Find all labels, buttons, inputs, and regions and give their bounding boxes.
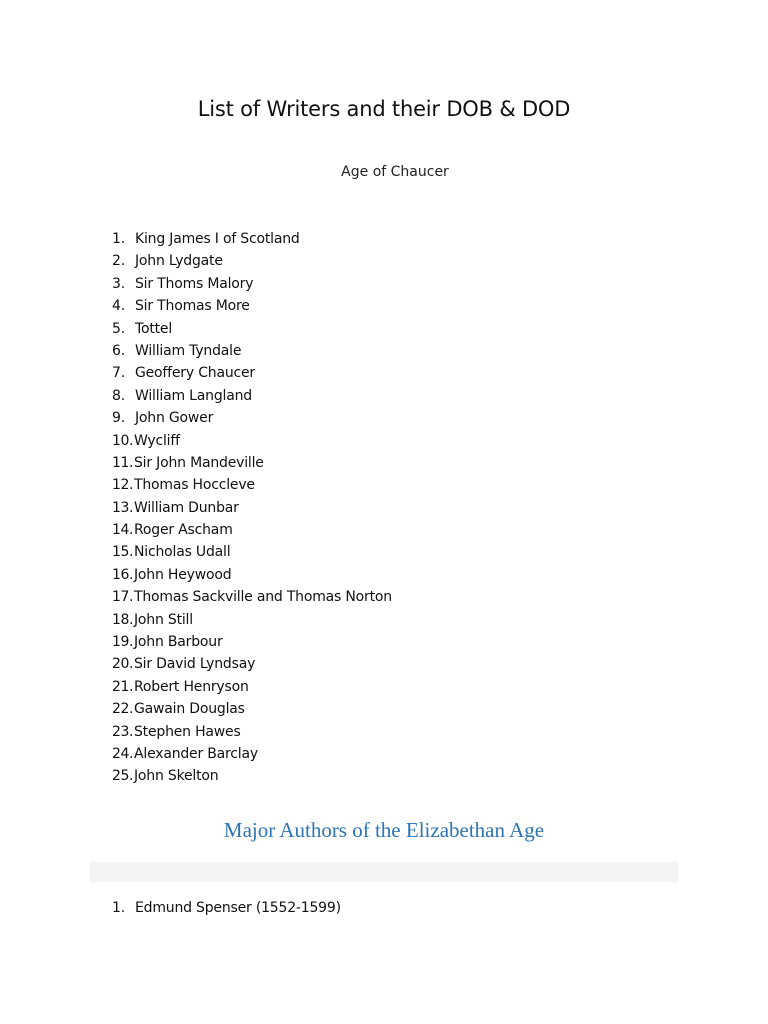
elizabethan-author-list — [112, 897, 341, 919]
list-item — [112, 653, 392, 675]
list-item — [112, 385, 392, 407]
writer-name: John Barbour — [134, 634, 223, 651]
list-item — [112, 228, 392, 250]
writer-name: William Tyndale — [135, 342, 242, 359]
writer-name: Thomas Sackville and Thomas Norton — [134, 589, 392, 606]
writer-name: William Langland — [135, 387, 252, 404]
list-number: 4. — [112, 298, 125, 315]
list-item — [112, 765, 392, 787]
list-item — [112, 721, 392, 743]
list-item — [112, 586, 392, 608]
list-number: 10. — [112, 432, 134, 449]
list-number: 6. — [112, 342, 125, 359]
writer-name: John Heywood — [134, 566, 232, 583]
writer-name: John Still — [134, 611, 193, 628]
writer-name: Sir Thomas More — [135, 298, 250, 315]
list-item — [112, 295, 392, 317]
list-item — [112, 362, 392, 384]
list-item — [112, 407, 392, 429]
list-number: 1. — [112, 900, 125, 916]
list-item — [112, 698, 392, 720]
list-number: 23. — [112, 723, 134, 740]
writer-name: Geoffery Chaucer — [135, 365, 255, 382]
list-item — [112, 541, 392, 563]
list-number: 22. — [112, 701, 134, 718]
list-item — [112, 430, 392, 452]
writer-name: Alexander Barclay — [134, 745, 258, 762]
list-item — [112, 497, 392, 519]
writer-name: Gawain Douglas — [134, 701, 245, 718]
list-item — [112, 452, 392, 474]
list-number: 15. — [112, 544, 134, 561]
elizabethan-heading: Major Authors of the Elizabethan Age — [223, 818, 545, 842]
writer-name: Thomas Hoccleve — [134, 477, 255, 494]
writer-name: King James I of Scotland — [135, 231, 300, 247]
writer-name: John Lydgate — [135, 253, 223, 270]
list-item — [112, 250, 392, 272]
list-item — [112, 474, 392, 496]
list-number: 19. — [112, 634, 134, 651]
list-item — [112, 564, 392, 586]
list-number: 5. — [112, 320, 125, 337]
list-item — [112, 676, 392, 698]
list-number: 24. — [112, 745, 134, 762]
writer-list — [112, 228, 392, 788]
list-number: 7. — [112, 365, 125, 382]
list-item — [112, 743, 392, 765]
list-number: 8. — [112, 387, 125, 404]
writer-name: Stephen Hawes — [134, 723, 241, 740]
list-number: 20. — [112, 656, 134, 673]
author-name: Edmund Spenser (1552-1599) — [135, 900, 341, 916]
list-number: 14. — [112, 522, 134, 539]
list-number: 11. — [112, 454, 134, 471]
list-item — [112, 273, 392, 295]
writer-name: Tottel — [135, 320, 173, 337]
list-number: 9. — [112, 410, 125, 427]
list-item — [112, 609, 392, 631]
writer-name: John Gower — [135, 410, 214, 427]
writer-name: John Skelton — [134, 768, 219, 785]
list-item — [112, 318, 392, 340]
writer-name: Robert Henryson — [134, 678, 249, 695]
document-title: List of Writers and their DOB & DOD — [197, 97, 571, 121]
writer-name: Nicholas Udall — [134, 544, 231, 561]
list-number: 18. — [112, 611, 134, 628]
list-item — [112, 631, 392, 653]
list-item — [112, 519, 392, 541]
writer-name: William Dunbar — [134, 499, 239, 516]
section-subtitle: Age of Chaucer — [341, 164, 449, 180]
writer-name: Sir David Lyndsay — [134, 656, 256, 673]
list-number: 21. — [112, 678, 134, 695]
list-number: 12. — [112, 477, 134, 494]
list-number: 25. — [112, 768, 134, 785]
list-number: 2. — [112, 253, 125, 270]
list-number: 1. — [112, 231, 125, 247]
writer-name: Sir Thoms Malory — [135, 275, 254, 292]
writer-name: Roger Ascham — [134, 522, 233, 539]
list-number: 17. — [112, 589, 134, 606]
list-number: 16. — [112, 566, 134, 583]
writer-name: Wycliff — [134, 432, 180, 449]
list-item — [112, 340, 392, 362]
writer-name: Sir John Mandeville — [134, 454, 264, 471]
list-number: 13. — [112, 499, 134, 516]
shaded-divider — [90, 862, 678, 882]
list-item — [112, 897, 341, 919]
list-number: 3. — [112, 275, 125, 292]
